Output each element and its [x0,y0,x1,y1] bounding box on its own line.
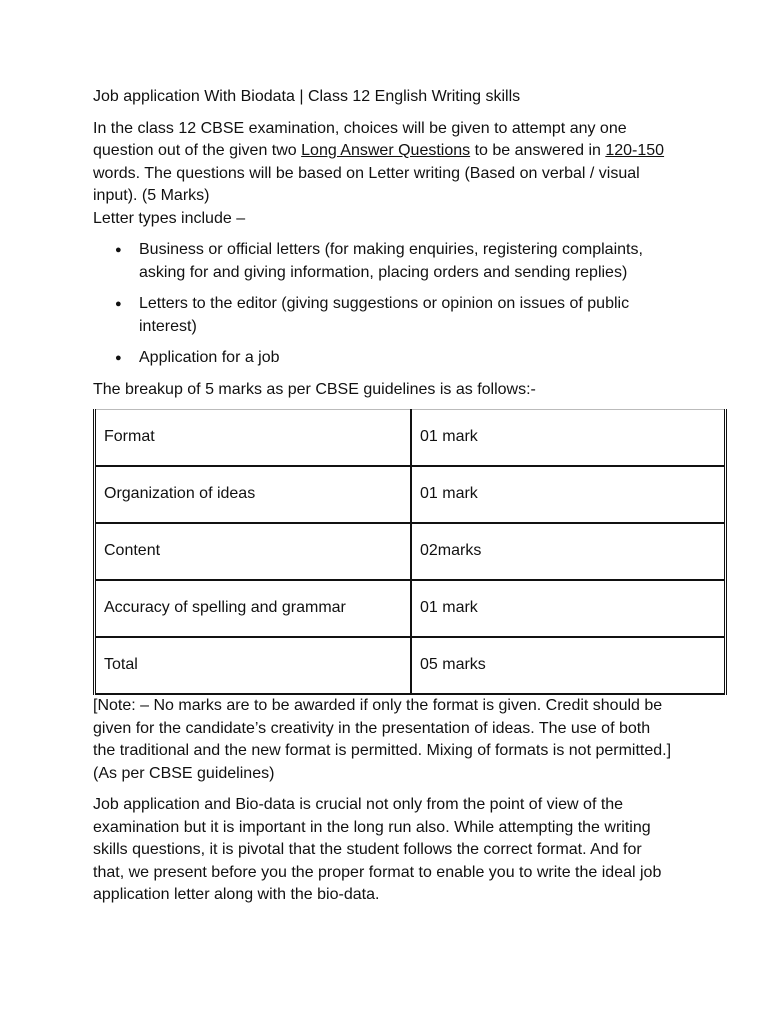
word-count-link[interactable]: 120-150 [605,142,665,159]
table-row [95,523,726,580]
letter-types-list [93,239,673,370]
criterion-cell: Content [95,523,412,580]
note-paragraph: [Note: – No marks are to be awarded if only the format is given. Credit should be given for the candidate’s creativity in the presentation of ideas. The use of both the traditional and the new format is permitted. Mixing of formats is not permitted.] (As per CBSE guidelines) [93,697,672,782]
list-item [93,293,673,338]
criterion-cell: Total [95,637,412,694]
marks-cell: 01 mark [411,410,726,467]
marks-table [93,409,727,695]
bullet-icon: ● [115,298,122,310]
marks-cell: 02marks [411,523,726,580]
closing-paragraph: Job application and Bio-data is crucial not only from the point of view of the examination but it is important in the long run also. While attempting the writing skills questions, it is pivotal that the student follows the correct format. And for that, we present before you the proper format to enable you to write the ideal job application letter along with the bio-data. [93,796,662,903]
intro-paragraph [93,118,673,208]
table-row [95,580,726,637]
long-answer-questions-link[interactable]: Long Answer Questions [301,142,471,159]
letter-types-heading: Letter types include – [93,209,246,227]
document-page [93,86,673,907]
list-item-text: Application for a job [139,349,280,366]
marks-cell: 01 mark [411,580,726,637]
table-row [95,637,726,694]
intro-text-3: words. The questions will be based on Letter writing (Based on verbal / visual input). (5 Marks) [93,164,640,204]
criterion-cell: Accuracy of spelling and grammar [95,580,412,637]
table-row [95,466,726,523]
list-item-text: Letters to the editor (giving suggestions or opinion on issues of public interest) [139,295,630,335]
breakup-heading: The breakup of 5 marks as per CBSE guidelines is as follows:- [93,380,536,398]
criterion-cell: Organization of ideas [95,466,412,523]
list-item [93,347,673,370]
document-title: Job application With Biodata | Class 12 English Writing skills [93,88,521,105]
list-item-text: Business or official letters (for making enquiries, registering complaints, asking for and giving information, placing orders and sending replies) [139,241,643,281]
criterion-cell: Format [95,410,412,467]
bullet-icon: ● [115,244,122,256]
bullet-icon: ● [115,352,122,364]
marks-cell: 05 marks [411,637,726,694]
list-item [93,239,673,284]
marks-cell: 01 mark [411,466,726,523]
intro-text-2: to be answered in [470,142,606,159]
intro-text-1: In the class 12 CBSE examination, choices will be given to attempt any one question out of the given two [93,119,627,159]
table-row [95,410,726,467]
